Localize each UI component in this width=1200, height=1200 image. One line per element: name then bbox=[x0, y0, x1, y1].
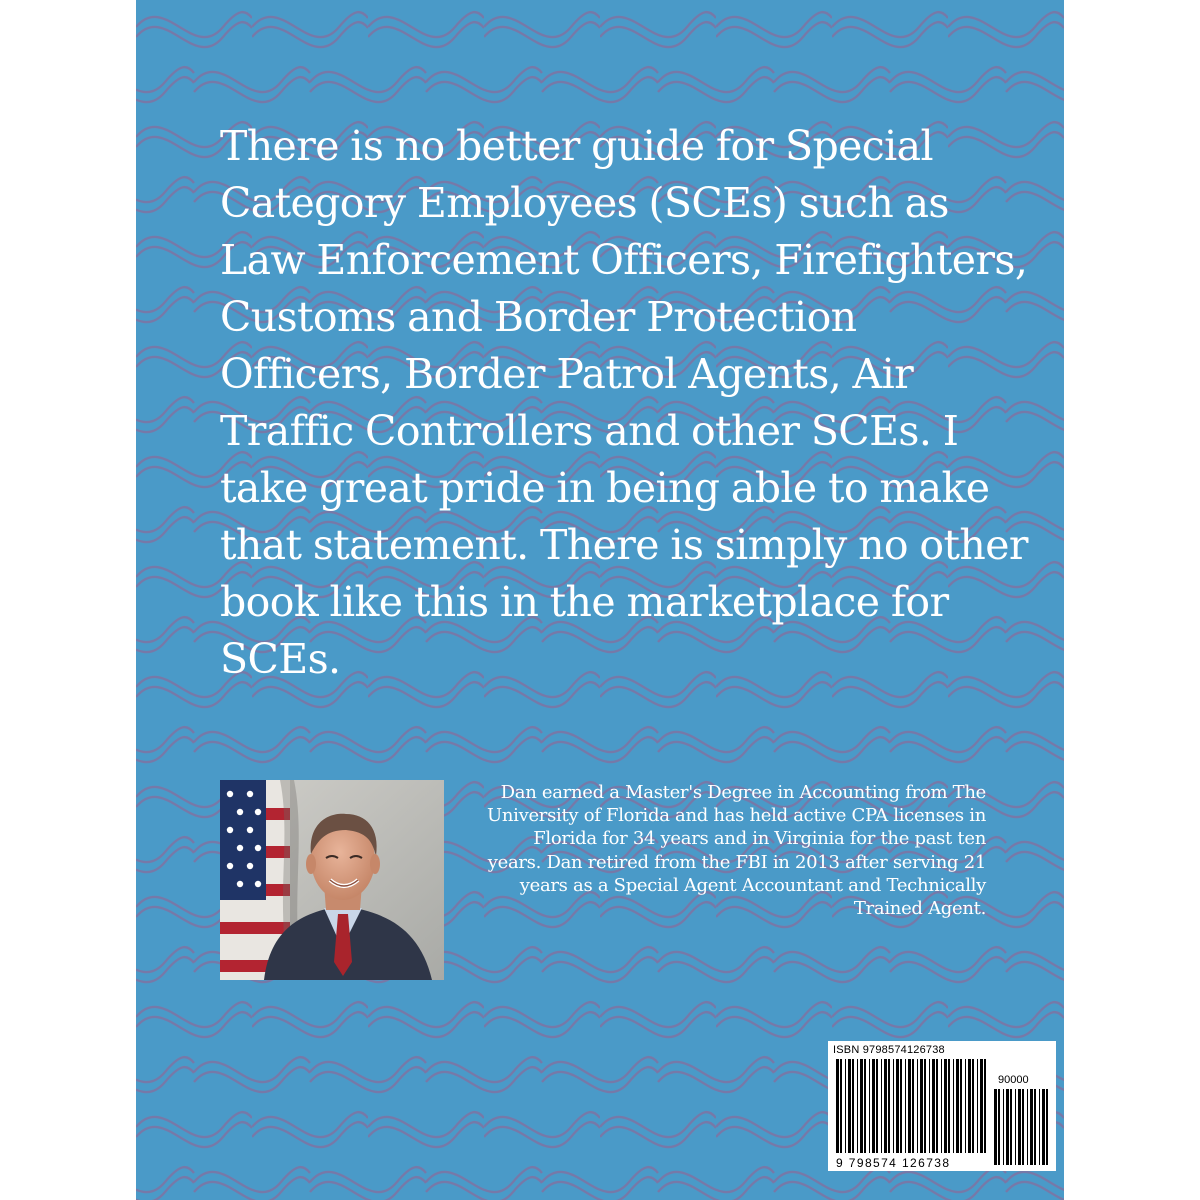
barcode-bar bbox=[932, 1059, 935, 1153]
author-bio: Dan earned a Master's Degree in Accounting from The University of Florida and has held active CPA licenses in Florida for 34 years and in Virginia for the past ten years. Dan retired from the FBI in 2013 after serving 21 years as a Special Agent Accountant and Technically Trained Agent. bbox=[486, 782, 986, 920]
barcode-bar bbox=[884, 1059, 887, 1153]
barcode-bar bbox=[929, 1059, 930, 1153]
barcode-bar bbox=[852, 1059, 854, 1153]
barcode-bar bbox=[984, 1059, 986, 1153]
barcode-bar bbox=[900, 1059, 902, 1153]
barcode-bar bbox=[917, 1059, 918, 1153]
barcode-bar bbox=[912, 1059, 914, 1153]
back-cover-blurb: There is no better guide for Special Category Employees (SCEs) such as Law Enforcement Officers, Firefighters, Customs and Border Protection Officers, Border Patrol Agents, Air Traffic Controllers and other SCEs. I take great pride in being able to make that statement. There is simply no other book like this in the marketplace for SCEs. bbox=[220, 122, 1028, 683]
author-photo bbox=[220, 780, 444, 980]
barcode-bar bbox=[924, 1059, 926, 1153]
barcode-bar bbox=[960, 1059, 962, 1153]
barcode-bar bbox=[1039, 1089, 1040, 1165]
barcode-bar bbox=[948, 1059, 950, 1153]
barcode-bar bbox=[920, 1059, 923, 1153]
barcode-digits: 9 798574 126738 bbox=[836, 1156, 951, 1170]
barcode-bar bbox=[869, 1059, 870, 1153]
barcode-bar bbox=[953, 1059, 954, 1153]
barcode-bar bbox=[1027, 1089, 1028, 1165]
barcode-bar bbox=[836, 1059, 839, 1153]
isbn-label: ISBN 9798574126738 bbox=[833, 1044, 945, 1056]
barcode-bar bbox=[1042, 1089, 1045, 1165]
barcode-bar bbox=[893, 1059, 894, 1153]
barcode-bar bbox=[840, 1059, 842, 1153]
barcode-bar bbox=[860, 1059, 863, 1153]
barcode-bar bbox=[848, 1059, 851, 1153]
barcode-bar bbox=[864, 1059, 866, 1153]
barcode-bar bbox=[876, 1059, 878, 1153]
barcode-bar bbox=[994, 1089, 997, 1165]
barcode-bar bbox=[1015, 1089, 1016, 1165]
barcode-bar bbox=[977, 1059, 978, 1153]
book-back-cover bbox=[136, 0, 1064, 1200]
barcode-bar bbox=[1046, 1089, 1048, 1165]
barcode-bar bbox=[888, 1059, 890, 1153]
barcode-bar bbox=[1022, 1089, 1024, 1165]
barcode-bar bbox=[944, 1059, 947, 1153]
barcode-bar bbox=[998, 1089, 1000, 1165]
barcode-bar bbox=[1018, 1089, 1021, 1165]
barcode-bar bbox=[1003, 1089, 1004, 1165]
barcode-addon-number: 90000 bbox=[998, 1074, 1029, 1086]
isbn-barcode bbox=[828, 1041, 1056, 1171]
barcode-bar bbox=[1034, 1089, 1036, 1165]
barcode-bar bbox=[968, 1059, 971, 1153]
barcode-bar bbox=[1006, 1089, 1009, 1165]
barcode-bar bbox=[941, 1059, 942, 1153]
barcode-bar bbox=[881, 1059, 882, 1153]
barcode-box bbox=[828, 1041, 1056, 1171]
barcode-bar bbox=[845, 1059, 846, 1153]
barcode-bar bbox=[956, 1059, 959, 1153]
barcode-bar bbox=[980, 1059, 983, 1153]
barcode-bar bbox=[1010, 1089, 1012, 1165]
barcode-bar bbox=[857, 1059, 858, 1153]
barcode-bar bbox=[872, 1059, 875, 1153]
barcode-bar bbox=[965, 1059, 966, 1153]
barcode-bar bbox=[896, 1059, 899, 1153]
barcode-bar bbox=[905, 1059, 906, 1153]
barcode-bar bbox=[972, 1059, 974, 1153]
barcode-bar bbox=[908, 1059, 911, 1153]
barcode-bar bbox=[1030, 1089, 1033, 1165]
barcode-bar bbox=[936, 1059, 938, 1153]
